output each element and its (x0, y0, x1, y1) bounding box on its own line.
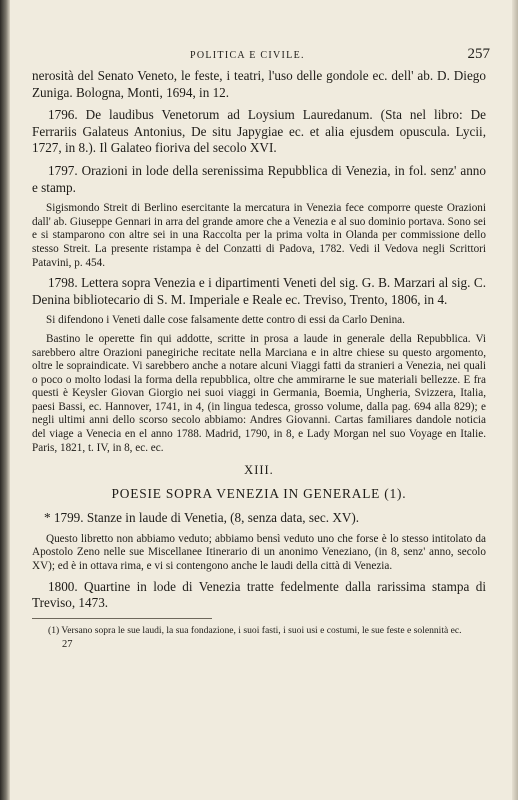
entry-1797: 1797. Orazioni in lode della serenissima Repubblica di Venezia, in fol. senz' anno e stamp. (32, 162, 486, 195)
page-gutter-shadow (0, 0, 10, 800)
entry-1798: 1798. Lettera sopra Venezia e i dipartimenti Veneti del sig. G. B. Marzari al sig. C. Denina bibliotecario di S. M. Imperiale e Reale ec. Treviso, Trento, 1806, in 4. (32, 275, 486, 307)
note-1798-a: Si difendono i Veneti dalle cose falsamente dette contro di essi da Carlo Denina. (46, 314, 405, 327)
footnote-rule (32, 618, 212, 619)
section-number: XIII. (244, 463, 274, 478)
entry-continuation: nerosità del Senato Veneto, le feste, i teatri, l'uso delle gondole ec. dell' ab. D. Diego Zuniga. Bologna, Monti, 1694, in 12. (32, 68, 486, 100)
note-1799: Questo libretto non abbiamo veduto; abbiamo bensì veduto uno che forse è lo stesso intitolato da Apostolo Zeno nelle sue Miscellanee Itinerario di un anonimo Veneziano, (in 8, senz' anno, secolo XV); ed è in ottava rima, e vi si contengono anche le laudi della città di Venezia. (32, 532, 486, 573)
note-1798-b: Bastino le operette fin qui addotte, scritte in prosa a laude in generale della Repubblica. Vi sarebbero altre Orazioni panegiriche recitate nella Marciana e in altre chiese su questo argomento, oltre le sopraindicate. Vi sarebbero anche a notare alcuni Viaggi fatti da stranieri a Venezia, nei quali o poco o molto lodasi la forma della repubblica, oltre che ammirarne le sue materiali bellezze. E fra questi è Keysler Giovan Giorgio nei suoi viaggi in Germania, Boemia, Ungheria, Svizzera, Italia, paesi Bassi, ec. Hannover, 1741, in 4, (in lingua tedesca, grosso volume, dalla pag. 694 alla 829); e negli ultimi anni dello scorso secolo abbiamo: Andres Giovanni. Cartas familiares dandole noticia del viage a Venecia en el anno 1788. Madrid, 1790, in 8, e Lady Morgan nel suo Voyage en Italie. Paris, 1821, t. IV, in 8, ec. ec. (32, 332, 486, 454)
footnote: (1) Versano sopra le sue laudi, la sua fondazione, i suoi fasti, i suoi usi e costumi, le sue feste e solennità ec. (48, 624, 462, 636)
page-header (30, 46, 490, 66)
section-title: POESIE SOPRA VENEZIA IN GENERALE (1). (111, 486, 407, 502)
page-edge (512, 0, 518, 800)
signature-mark: 27 (62, 638, 73, 650)
page-number: 257 (467, 46, 490, 62)
entry-1796: 1796. De laudibus Venetorum ad Loysium Lauredanum. (Sta nel libro: De Ferrariis Galateus Antonius, De situ Japygiae ec. et alia ejusdem opuscula. Lycii, 1727, in 8.). Il Galateo fioriva del secolo XVI. (32, 107, 486, 156)
entry-1800: 1800. Quartine in lode di Venezia tratte fedelmente dalla rarissima stampa di Treviso, 1473. (32, 578, 486, 611)
note-1797: Sigismondo Streit di Berlino esercitante la mercatura in Venezia fece comporre queste Orazioni dall' ab. Giuseppe Gennari in arra del grande amore che a Venezia e al suo dominio portava. Sono sei e si stamparono con altre sei in una Raccolta per la prima volta in Olanda per commissione dello stesso Streit. La presente ristampa è del Conzatti di Padova, 1782. Vedi il Vedova negli Scrittori Patavini, p. 454. (32, 202, 486, 269)
running-head: POLITICA E CIVILE. (190, 50, 305, 61)
entry-1799: * 1799. Stanze in laude di Venetia, (8, senza data, sec. XV). (44, 510, 360, 526)
page-body (32, 68, 486, 650)
